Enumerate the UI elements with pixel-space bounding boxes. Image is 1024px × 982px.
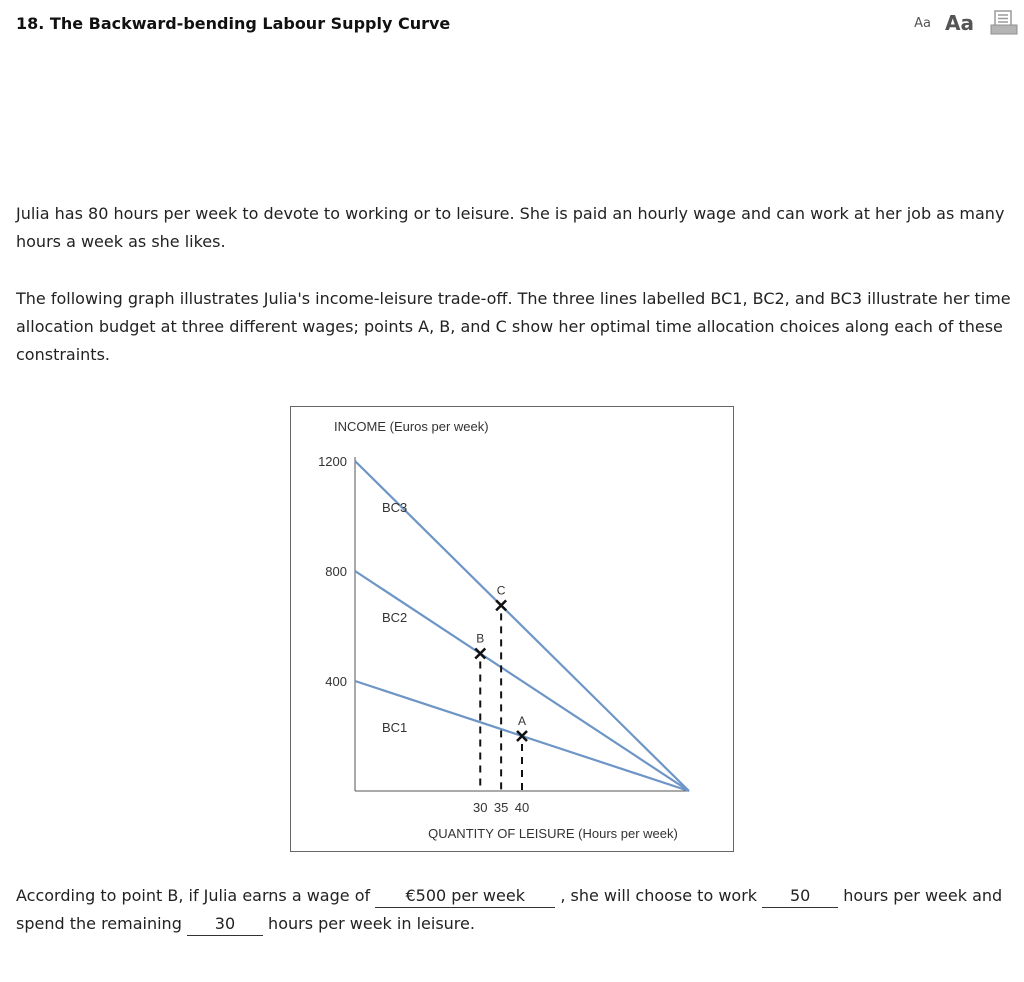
wage-answer-field[interactable]: €500 per week [375, 885, 555, 908]
x-tick-label-40: 40 [514, 800, 530, 815]
x-tick-label-35: 35 [493, 800, 509, 815]
y-tick-label-1200: 1200 [318, 454, 347, 469]
point-label-c: C [496, 583, 506, 598]
answer-text-4: hours per week in leisure. [268, 914, 475, 933]
budget-label-bc3: BC3 [382, 500, 408, 515]
work-hours-answer-field[interactable]: 50 [762, 885, 838, 908]
point-marker-b [475, 649, 485, 659]
font-decrease-button[interactable]: Aa [914, 15, 932, 31]
answer-text-2: , she will choose to work [560, 886, 758, 905]
point-label-b: B [476, 631, 485, 646]
print-icon[interactable] [990, 10, 1018, 36]
answer-text-1: According to point B, if Julia earns a wage of [16, 886, 371, 905]
y-axis-title: INCOME (Euros per week) [334, 419, 489, 434]
y-tick-label-400: 400 [325, 674, 347, 689]
x-tick-label-30: 30 [473, 800, 488, 815]
chart-canvas [291, 407, 735, 853]
point-label-a: A [517, 714, 527, 728]
y-tick-label-800: 800 [325, 564, 347, 579]
point-marker-c [496, 600, 506, 610]
font-increase-button[interactable]: Aa [945, 11, 974, 35]
income-leisure-graph [290, 406, 734, 852]
x-axis-title: QUANTITY OF LEISURE (Hours per week) [428, 826, 678, 841]
question-title: 18. The Backward-bending Labour Supply Curve [16, 14, 451, 33]
leisure-hours-answer-field[interactable]: 30 [187, 913, 263, 936]
font-size-controls [914, 10, 1018, 36]
budget-label-bc2: BC2 [382, 610, 408, 625]
answer-sentence [16, 882, 1012, 938]
budget-label-bc1: BC1 [382, 720, 408, 735]
graph-description-paragraph: The following graph illustrates Julia's income-leisure trade-off. The three lines labelled BC1, BC2, and BC3 illustrate her time allocation budget at three different wages; points A, B, and C show her optimal time allocation choices along each of these constraints. [16, 289, 1011, 364]
answer-text-3: hours per week and spend the remaining [16, 886, 1003, 933]
intro-paragraph: Julia has 80 hours per week to devote to working or to leisure. She is paid an hourly wage and can work at her job as many hours a week as she likes. [16, 204, 1005, 251]
